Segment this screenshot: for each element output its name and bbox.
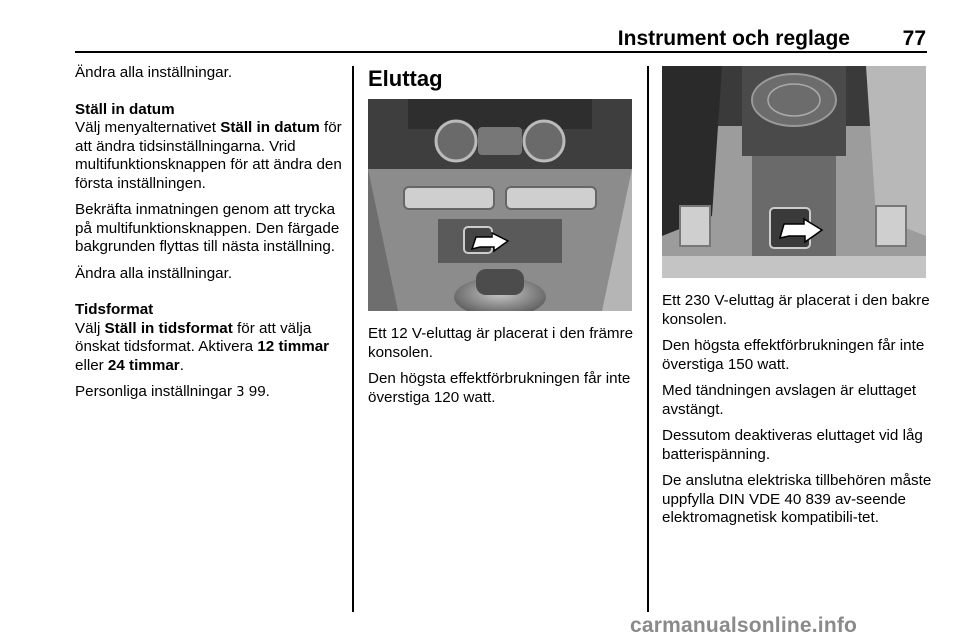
- socket-12v-paragraph: Ett 12 V-eluttag är placerat i den främre konsolen.: [368, 325, 634, 361]
- time-format-paragraph-2: Personliga inställningar 3 99.: [75, 383, 270, 400]
- column-divider-left: [352, 66, 354, 612]
- low-battery-paragraph: Dessutom deaktiveras eluttaget vid låg batterispänning.: [662, 427, 923, 463]
- set-date-paragraph-1: Välj menyalternativet Ställ in datum för att ändra tidsinställningarna. Vrid multifunktionsknappen för att ändra den första inställningen.: [75, 119, 342, 192]
- rear-console-socket-image: [662, 66, 926, 278]
- intro-text: Ändra alla inställningar.: [75, 64, 233, 81]
- set-date-paragraph-2: Bekräfta inmatningen genom att trycka på multifunktionsknappen. Den färgade bakgrunden flyttas till nästa inställning.: [75, 201, 340, 255]
- page-header-title: Instrument och reglage: [617, 27, 850, 50]
- column-divider-right: [647, 66, 649, 612]
- middle-column: [368, 325, 640, 415]
- emc-requirement-paragraph: De anslutna elektriska tillbehören måste uppfylla DIN VDE 40 839 av-seende elektromagnetisk kompatibili-tet.: [662, 472, 932, 526]
- max-power-150w-paragraph: Den högsta effektförbrukningen får inte överstiga 150 watt.: [662, 337, 925, 373]
- time-format-paragraph-1: Välj Ställ in tidsformat för att välja önskat tidsformat. Aktivera 12 timmar eller 24 timmar.: [75, 319, 330, 374]
- right-column: [662, 292, 934, 536]
- socket-230v-paragraph: Ett 230 V-eluttag är placerat i den bakre konsolen.: [662, 292, 930, 328]
- ignition-off-paragraph: Med tändningen avslagen är eluttaget avstängt.: [662, 382, 917, 418]
- set-date-paragraph-3: Ändra alla inställningar.: [75, 264, 233, 282]
- page-reference-icon: 3: [236, 385, 245, 400]
- max-power-120w-paragraph: Den högsta effektförbrukningen får inte överstiga 120 watt.: [368, 370, 631, 406]
- watermark: carmanualsonline.info: [630, 614, 858, 637]
- set-date-heading: Ställ in datum: [75, 100, 175, 118]
- header-rule: [75, 51, 927, 53]
- page-number: 77: [902, 27, 926, 50]
- section-heading-eluttag: Eluttag: [368, 66, 443, 91]
- front-console-socket-image: [368, 99, 632, 311]
- time-format-heading: Tidsformat: [75, 301, 154, 318]
- left-column: [75, 64, 347, 411]
